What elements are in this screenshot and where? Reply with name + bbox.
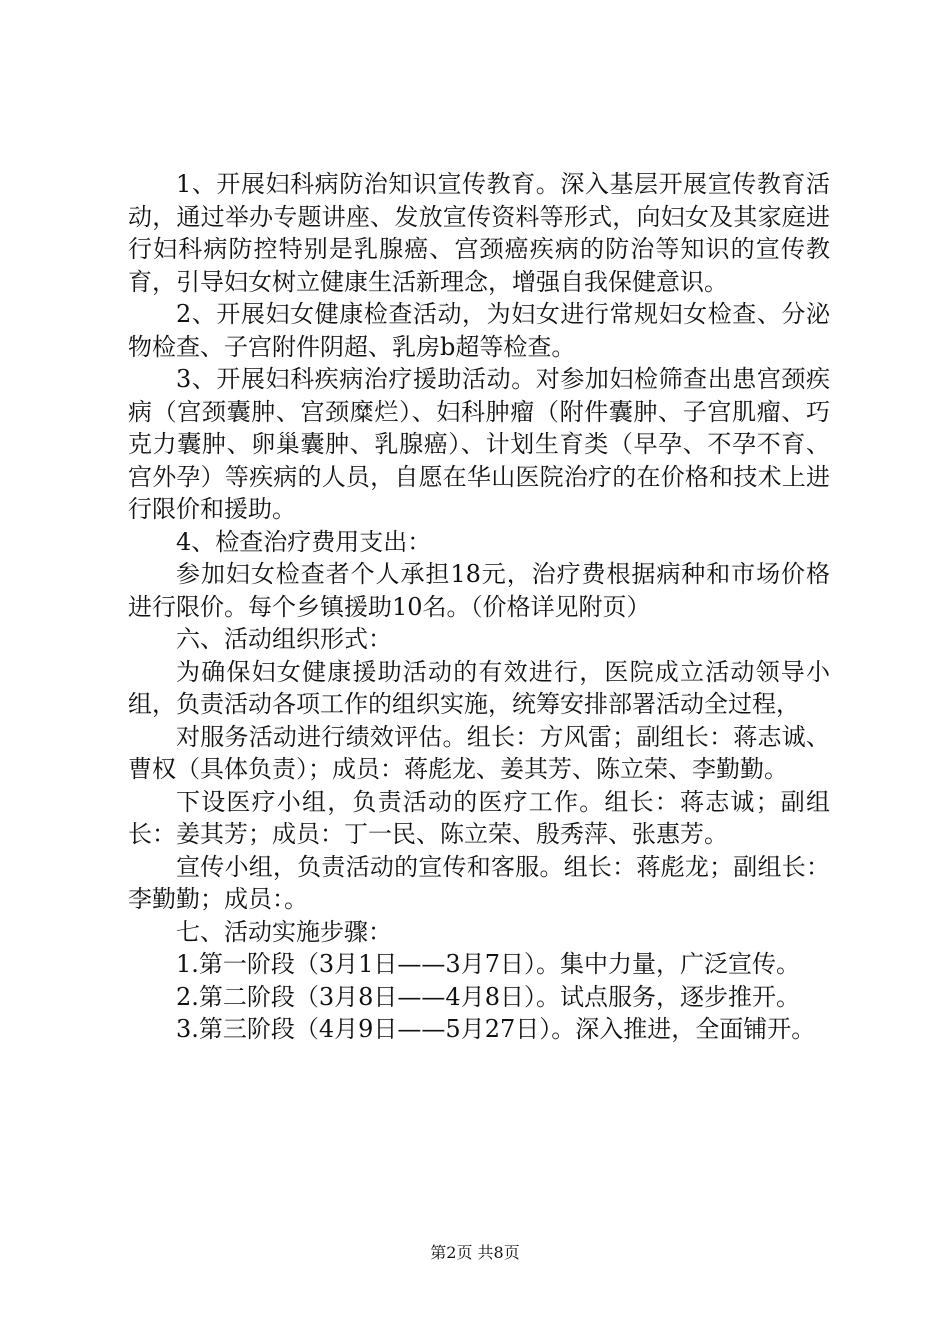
paragraph-medical-group: 下设医疗小组，负责活动的医疗工作。组长：蒋志诚；副组长：姜其芳；成员：丁一民、陈立荣、殷秀萍、张惠芳。 [128, 787, 830, 848]
paragraph-cost-heading: 4、检查治疗费用支出： [176, 527, 432, 556]
step-phase-one: 1.第一阶段（3月1日——3月7日）。集中力量，广泛宣传。 [176, 950, 800, 978]
paragraph-cost-detail: 参加妇女检查者个人承担18元，治疗费根据病种和市场价格进行限价。每个乡镇援助10名。（价格详见附页） [128, 560, 830, 621]
step-phase-three: 3.第三阶段（4月9日——5月27日）。深入推进，全面铺开。 [176, 1015, 816, 1043]
paragraph-leadership-members: 对服务活动进行绩效评估。组长：方风雷；副组长：蒋志诚、曹权（具体负责）；成员：蒋彪龙、姜其芳、陈立荣、李勤勤。 [128, 722, 830, 783]
paragraph-leadership-group: 为确保妇女健康援助活动的有效进行，医院成立活动领导小组，负责活动各项工作的组织实施，统筹安排部署活动全过程， [128, 657, 830, 718]
paragraph-publicity-group: 宣传小组，负责活动的宣传和客服。组长：蒋彪龙；副组长：李勤勤；成员：。 [128, 852, 830, 913]
paragraph-health-check: 2、开展妇女健康检查活动，为妇女进行常规妇女检查、分泌物检查、子宫附件阴超、乳房b超等检查。 [128, 300, 830, 361]
paragraph-publicity-education: 1、开展妇科病防治知识宣传教育。深入基层开展宣传教育活动，通过举办专题讲座、发放宣传资料等形式，向妇女及其家庭进行妇科病防控特别是乳腺癌、宫颈癌疾病的防治等知识的宣传教育，引导妇女树立健康生活新理念，增强自我保健意识。 [128, 170, 830, 296]
section-heading-steps: 七、活动实施步骤： [176, 917, 392, 946]
page-number-footer: 第2页 共8页 [430, 1243, 520, 1262]
section-heading-organization: 六、活动组织形式： [176, 625, 392, 653]
step-phase-two: 2.第二阶段（3月8日——4月8日）。试点服务，逐步推开。 [176, 982, 800, 1011]
document-body [128, 168, 830, 1046]
paragraph-treatment-aid: 3、开展妇科疾病治疗援助活动。对参加妇检筛查出患宫颈疾病（宫颈囊肿、宫颈糜烂）、妇科肿瘤（附件囊肿、子宫肌瘤、巧克力囊肿、卵巢囊肿、乳腺癌）、计划生育类（早孕、不孕不育、宫外孕）等疾病的人员，自愿在华山医院治疗的在价格和技术上进行限价和援助。 [128, 365, 830, 523]
